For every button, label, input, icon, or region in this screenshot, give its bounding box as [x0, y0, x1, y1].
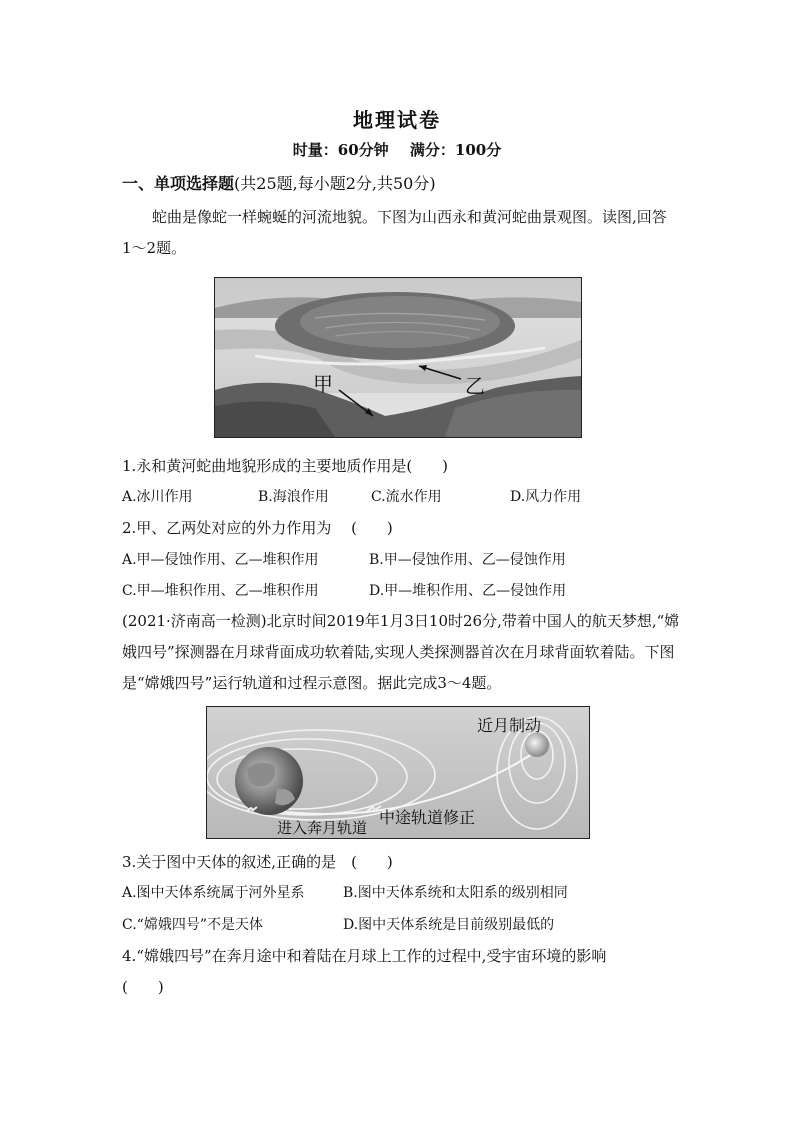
q3-option-d: D.图中天体系统是目前级别最低的 [343, 917, 555, 933]
q2-option-d: D.甲—堆积作用、乙—侵蚀作用 [369, 583, 567, 599]
q3-option-a: A.图中天体系统属于河外星系 [122, 885, 305, 901]
q2-option-b: B.甲—侵蚀作用、乙—侵蚀作用 [369, 552, 566, 568]
intro-paragraph-2: (2021·济南高一检测)北京时间2019年1月3日10时26分,带着中国人的航天梦想,“嫦娥四号”探测器在月球背面成功软着陆,实现人类探测器首次在月球背面软着陆。下图是“嫦娥四号”运行轨道和过程示意图。据此完成3～4题。 [122, 612, 680, 692]
label-lunar-braking: 近月制动 [477, 716, 542, 735]
label-midcourse-correction: 中途轨道修正 [379, 808, 476, 827]
section-heading [122, 171, 436, 194]
question-3-stem: 3.关于图中天体的叙述,正确的是 ( ) [122, 853, 393, 871]
exam-time: 时量：60分钟 [292, 141, 389, 159]
label-yi: 乙 [465, 374, 485, 398]
q2-option-c: C.甲—堆积作用、乙—堆积作用 [122, 583, 319, 599]
section-note: (共25题,每小题2分,共50分) [234, 174, 436, 193]
q3-option-b: B.图中天体系统和太阳系的级别相同 [343, 885, 568, 901]
question-2-options-row1 [0, 549, 794, 571]
orbit-diagram [206, 706, 590, 839]
question-1-options [0, 486, 794, 508]
exam-meta [0, 139, 794, 160]
q3-option-c: C.“嫦娥四号”不是天体 [122, 917, 263, 933]
page-title: 地理试卷 [353, 108, 441, 132]
intro-paragraph-1: 蛇曲是像蛇一样蜿蜒的河流地貌。下图为山西永和黄河蛇曲景观图。读图,回答1～2题。 [122, 208, 667, 257]
q2-option-a: A.甲—侵蚀作用、乙—堆积作用 [122, 552, 319, 568]
question-3-options-row2 [0, 914, 794, 936]
question-2-options-row2 [0, 580, 794, 602]
question-2-stem: 2.甲、乙两处对应的外力作用为 ( ) [122, 519, 393, 537]
question-3-options-row1 [0, 882, 794, 904]
question-4-stem: 4.“嫦娥四号”在奔月途中和着陆在月球上工作的过程中,受宇宙环境的影响 [122, 947, 607, 965]
q1-option-d: D.风力作用 [510, 489, 582, 505]
q1-option-c: C.流水作用 [371, 489, 442, 505]
q1-option-a: A.冰川作用 [122, 489, 193, 505]
question-1-stem: 1.永和黄河蛇曲地貌形成的主要地质作用是( ) [122, 457, 449, 475]
q1-option-b: B.海浪作用 [258, 489, 329, 505]
label-trans-lunar-orbit: 进入奔月轨道 [277, 819, 368, 837]
exam-score: 满分：100分 [409, 141, 502, 159]
question-4-answer-blank: ( ) [122, 978, 164, 996]
meander-photo [214, 277, 582, 438]
meander-photo-drawing [215, 278, 581, 437]
section-title: 一、单项选择题 [122, 174, 235, 193]
label-jia: 甲 [313, 372, 333, 396]
